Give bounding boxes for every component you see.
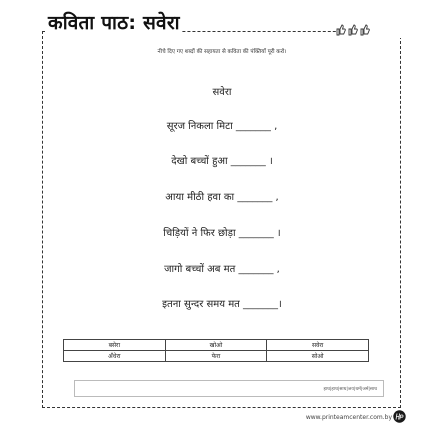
table-row [64, 351, 369, 362]
hp-logo-icon [393, 410, 406, 423]
poem-line-2: देखो बच्चों हुआ _______ । [171, 156, 273, 167]
poem-line-3: आया मीठी हवा का _______ , [165, 192, 279, 203]
poem-line-6: इतना सुन्दर समय मत _______। [162, 299, 282, 310]
poem-line-4: चिड़ियों ने फिर छोड़ा _______ । [163, 228, 281, 239]
instruction-text: नीचे दिए गए शब्दों की सहायता से कविता की पंक्तियाँ पूरी करो। [157, 49, 287, 55]
page-title: कविता पाठ: सवेरा [46, 9, 182, 35]
word-bank-table [63, 339, 369, 362]
poem-line-5: जागो बच्चों अब मत _______ , [164, 264, 280, 275]
website-link[interactable]: www.printeamcenter.com.by [305, 414, 392, 421]
thumbs-up-icon [336, 24, 346, 36]
thumbs-decoration [336, 22, 402, 38]
word-bank-cell: फेरा [165, 351, 267, 362]
footer-box [74, 380, 384, 397]
word-bank-cell: सोओ [267, 351, 369, 362]
word-bank-cell: अँधेरा [64, 351, 166, 362]
word-bank-cell: खोओ [165, 340, 267, 351]
thumbs-up-icon [360, 24, 370, 36]
word-bank-cell: बसेरा [64, 340, 166, 351]
footer-note: हाथ|हाथ|साथ|जय|धर्म|जर्म|साथ [323, 387, 377, 392]
thumbs-up-icon [348, 24, 358, 36]
table-row [64, 340, 369, 351]
word-bank-cell: सवेरा [267, 340, 369, 351]
poem-title: सवेरा [212, 87, 232, 98]
poem-line-1: सूरज निकला मिटा _______ , [166, 121, 278, 132]
